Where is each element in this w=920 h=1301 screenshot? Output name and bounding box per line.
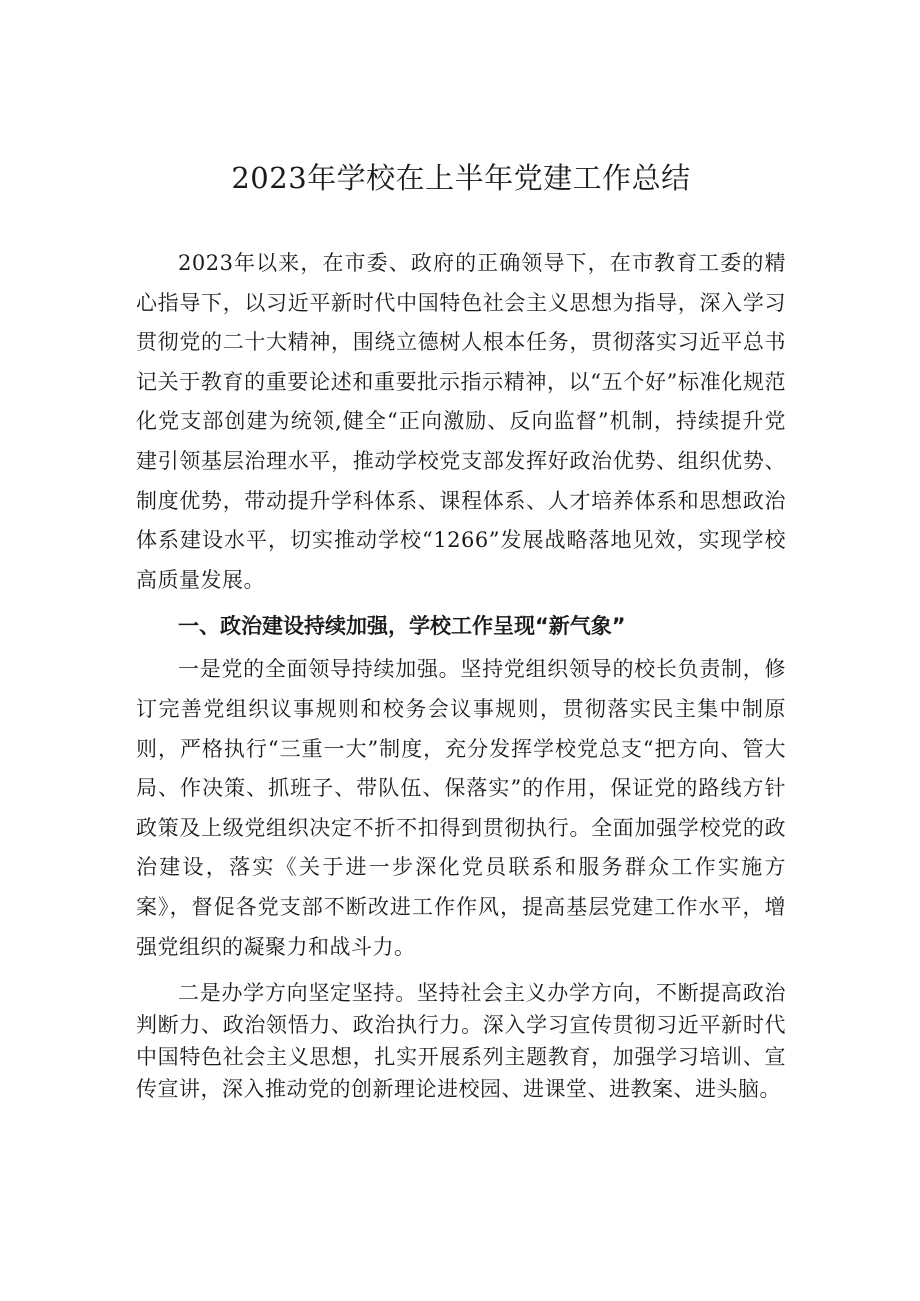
document-page <box>136 150 786 1105</box>
section-paragraph-2: 二是办学方向坚定坚持。坚持社会主义办学方向，不断提高政治判断力、政治领悟力、政治执行力。深入学习宣传贯彻习近平新时代中国特色社会主义思想，扎实开展系列主题教育，加强学习培训、宣传宣讲，深入推动党的创新理论进校园、进课堂、进教案、进头脑。 <box>136 981 786 1102</box>
section-paragraph-1: 一是党的全面领导持续加强。坚持党组织领导的校长负责制，修订完善党组织议事规则和校务会议事规则，贯彻落实民主集中制原则，严格执行“三重一大”制度，充分发挥学校党总支“把方向、管大局、作决策、抓班子、带队伍、保落实”的作用，保证党的路线方针政策及上级党组织决定不折不扣得到贯彻执行。全面加强学校党的政治建设，落实《关于进一步深化党员联系和服务群众工作实施方案》，督促各党支部不断改进工作作风，提高基层党建工作水平，增强党组织的凝聚力和战斗力。 <box>136 657 786 959</box>
document-title: 2023年学校在上半年党建工作总结 <box>231 161 691 195</box>
intro-paragraph: 2023年以来，在市委、政府的正确领导下，在市教育工委的精心指导下，以习近平新时代中国特色社会主义思想为指导，深入学习贯彻党的二十大精神，围绕立德树人根本任务，贯彻落实习近平总书记关于教育的重要论述和重要批示指示精神，以“五个好”标准化规范化党支部创建为统领,健全“正向激励、反向监督”机制，持续提升党建引领基层治理水平，推动学校党支部发挥好政治优势、组织优势、制度优势，带动提升学科体系、课程体系、人才培养体系和思想政治体系建设水平，切实推动学校“1266”发展战略落地见效，实现学校高质量发展。 <box>136 251 786 592</box>
section-heading: 一、政治建设持续加强，学校工作呈现“新气象” <box>178 614 626 639</box>
